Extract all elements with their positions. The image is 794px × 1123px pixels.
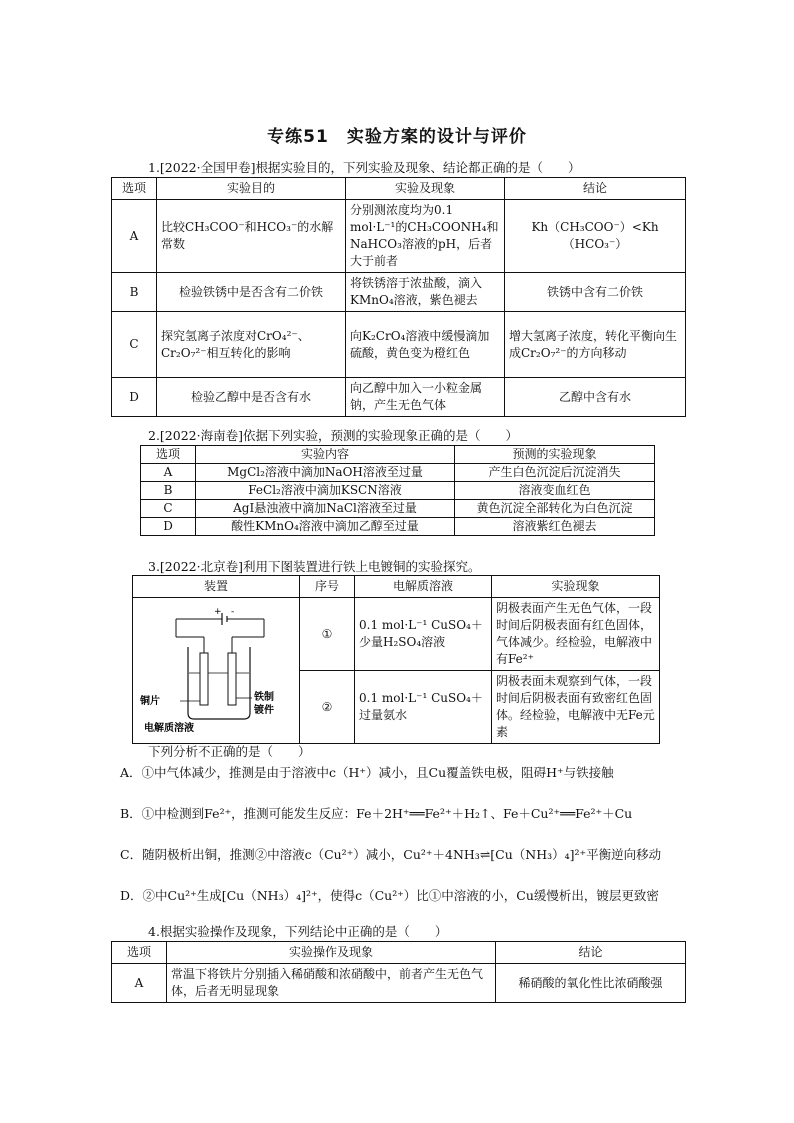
row-conclusion: Kh（CH₃COO⁻）<Kh（HCO₃⁻） bbox=[505, 200, 686, 273]
row-option: D bbox=[112, 378, 157, 417]
question-1-stem: 1.[2022·全国甲卷]根据实验目的，下列实验及现象、结论都正确的是（ ） bbox=[148, 160, 581, 175]
header-operation: 实验操作及现象 bbox=[167, 942, 496, 964]
row-prediction: 溶液紫红色褪去 bbox=[455, 518, 655, 536]
row-option: A bbox=[112, 200, 157, 273]
table-header-row bbox=[133, 576, 660, 598]
table-row bbox=[112, 378, 686, 417]
copper-electrode bbox=[200, 653, 208, 705]
table-row bbox=[141, 518, 655, 536]
header-conclusion: 结论 bbox=[505, 178, 686, 200]
row-option: C bbox=[112, 312, 157, 378]
header-option: 选项 bbox=[112, 178, 157, 200]
row-conclusion: 稀硝酸的氧化性比浓硝酸强 bbox=[496, 964, 686, 1003]
beaker bbox=[188, 647, 250, 719]
row-phenomenon: 阴极表面未观察到气体，一段时间后阴极表面有致密红色固体。经检验，电解液中无Fe元素 bbox=[492, 671, 660, 744]
header-number: 序号 bbox=[300, 576, 355, 598]
option-d: D．②中Cu²⁺生成[Cu（NH₃）₄]²⁺，使得c（Cu²⁺）比①中溶液的小，Cu缓慢析出，镀层更致密 bbox=[120, 888, 659, 903]
question-2-table bbox=[140, 445, 655, 536]
row-content: MgCl₂溶液中滴加NaOH溶液至过量 bbox=[196, 464, 455, 482]
row-option: B bbox=[141, 482, 196, 500]
row-prediction: 产生白色沉淀后沉淀消失 bbox=[455, 464, 655, 482]
row-phenomenon: 分别测浓度均为0.1 mol·L⁻¹的CH₃COONH₄和NaHCO₃溶液的pH，后者大于前者 bbox=[346, 200, 505, 273]
row-option: A bbox=[112, 964, 167, 1003]
question-2-stem: 2.[2022·海南卷]依据下列实验，预测的实验现象正确的是（ ） bbox=[148, 428, 518, 443]
question-3-prompt: 下列分析不正确的是（ ） bbox=[148, 744, 311, 759]
row-operation: 常温下将铁片分别插入稀硝酸和浓硝酸中，前者产生无色气体，后者无明显现象 bbox=[167, 964, 496, 1003]
row-content: 酸性KMnO₄溶液中滴加乙醇至过量 bbox=[196, 518, 455, 536]
iron-electrode bbox=[228, 653, 236, 705]
plated-label: 镀件 bbox=[254, 704, 274, 716]
table-row bbox=[112, 964, 686, 1003]
row-purpose: 探究氢离子浓度对CrO₄²⁻、Cr₂O₇²⁻相互转化的影响 bbox=[157, 312, 346, 378]
row-content: AgI悬浊液中滴加NaCl溶液至过量 bbox=[196, 500, 455, 518]
header-solution: 电解质溶液 bbox=[355, 576, 492, 598]
header-phenomenon: 实验现象 bbox=[492, 576, 660, 598]
option-b: B．①中检测到Fe²⁺，推测可能发生反应：Fe＋2H⁺══Fe²⁺＋H₂↑、Fe＋Cu²⁺══Fe²⁺＋Cu bbox=[120, 806, 633, 821]
row-conclusion: 乙醇中含有水 bbox=[505, 378, 686, 417]
row-conclusion: 增大氢离子浓度，转化平衡向生成Cr₂O₇²⁻的方向移动 bbox=[505, 312, 686, 378]
row-number: ① bbox=[300, 598, 355, 671]
row-content: FeCl₂溶液中滴加KSCN溶液 bbox=[196, 482, 455, 500]
row-phenomenon: 向K₂CrO₄溶液中缓慢滴加硫酸，黄色变为橙红色 bbox=[346, 312, 505, 378]
table-row bbox=[112, 273, 686, 312]
row-phenomenon: 阴极表面产生无色气体，一段时间后阴极表面有红色固体，气体减少。经检验，电解液中有Fe²⁺ bbox=[492, 598, 660, 671]
header-prediction: 预测的实验现象 bbox=[455, 446, 655, 464]
row-number: ② bbox=[300, 671, 355, 744]
table-row bbox=[112, 200, 686, 273]
header-conclusion: 结论 bbox=[496, 942, 686, 964]
row-phenomenon: 将铁锈溶于浓盐酸，滴入KMnO₄溶液，紫色褪去 bbox=[346, 273, 505, 312]
question-4-table bbox=[111, 941, 686, 1003]
table-row bbox=[141, 482, 655, 500]
row-prediction: 溶液变血红色 bbox=[455, 482, 655, 500]
header-option: 选项 bbox=[112, 942, 167, 964]
electrolyte-label: 电解质溶液 bbox=[144, 722, 194, 734]
table-row bbox=[141, 500, 655, 518]
table-header-row bbox=[112, 178, 686, 200]
question-3-stem: 3.[2022·北京卷]利用下图装置进行铁上电镀铜的实验探究。 bbox=[148, 559, 481, 574]
row-option: D bbox=[141, 518, 196, 536]
option-a: A．①中气体减少，推测是由于溶液中c（H⁺）减小，且Cu覆盖铁电极，阻碍H⁺与铁接触 bbox=[120, 765, 614, 780]
iron-label: 铁制 bbox=[254, 691, 274, 703]
table-row bbox=[133, 598, 660, 671]
question-3-table bbox=[132, 575, 660, 744]
header-phenomenon: 实验及现象 bbox=[346, 178, 505, 200]
row-purpose: 检验铁锈中是否含有二价铁 bbox=[157, 273, 346, 312]
row-purpose: 检验乙醇中是否含有水 bbox=[157, 378, 346, 417]
row-prediction: 黄色沉淀全部转化为白色沉淀 bbox=[455, 500, 655, 518]
table-header-row bbox=[112, 942, 686, 964]
row-purpose: 比较CH₃COO⁻和HCO₃⁻的水解常数 bbox=[157, 200, 346, 273]
table-row bbox=[112, 312, 686, 378]
row-solution: 0.1 mol·L⁻¹ CuSO₄＋少量H₂SO₄溶液 bbox=[355, 598, 492, 671]
row-conclusion: 铁锈中含有二价铁 bbox=[505, 273, 686, 312]
row-phenomenon: 向乙醇中加入一小粒金属钠，产生无色气体 bbox=[346, 378, 505, 417]
question-1-table bbox=[111, 177, 686, 417]
header-option: 选项 bbox=[141, 446, 196, 464]
electroplating-apparatus-diagram bbox=[136, 601, 296, 741]
header-purpose: 实验目的 bbox=[157, 178, 346, 200]
page-title: 专练51 实验方案的设计与评价 bbox=[267, 127, 527, 147]
header-apparatus: 装置 bbox=[133, 576, 300, 598]
question-4-stem: 4.根据实验操作及现象，下列结论中正确的是（ ） bbox=[148, 924, 448, 939]
row-solution: 0.1 mol·L⁻¹ CuSO₄＋过量氨水 bbox=[355, 671, 492, 744]
plus-sign: + bbox=[214, 606, 222, 617]
copper-label: 铜片 bbox=[140, 695, 160, 707]
table-row bbox=[141, 464, 655, 482]
apparatus-cell bbox=[133, 598, 300, 744]
table-header-row bbox=[141, 446, 655, 464]
minus-sign: - bbox=[231, 606, 235, 617]
header-content: 实验内容 bbox=[196, 446, 455, 464]
row-option: A bbox=[141, 464, 196, 482]
row-option: C bbox=[141, 500, 196, 518]
row-option: B bbox=[112, 273, 157, 312]
option-c: C．随阴极析出铜，推测②中溶液c（Cu²⁺）减小，Cu²⁺＋4NH₃⇌[Cu（NH₃）₄]²⁺平衡逆向移动 bbox=[120, 847, 662, 862]
